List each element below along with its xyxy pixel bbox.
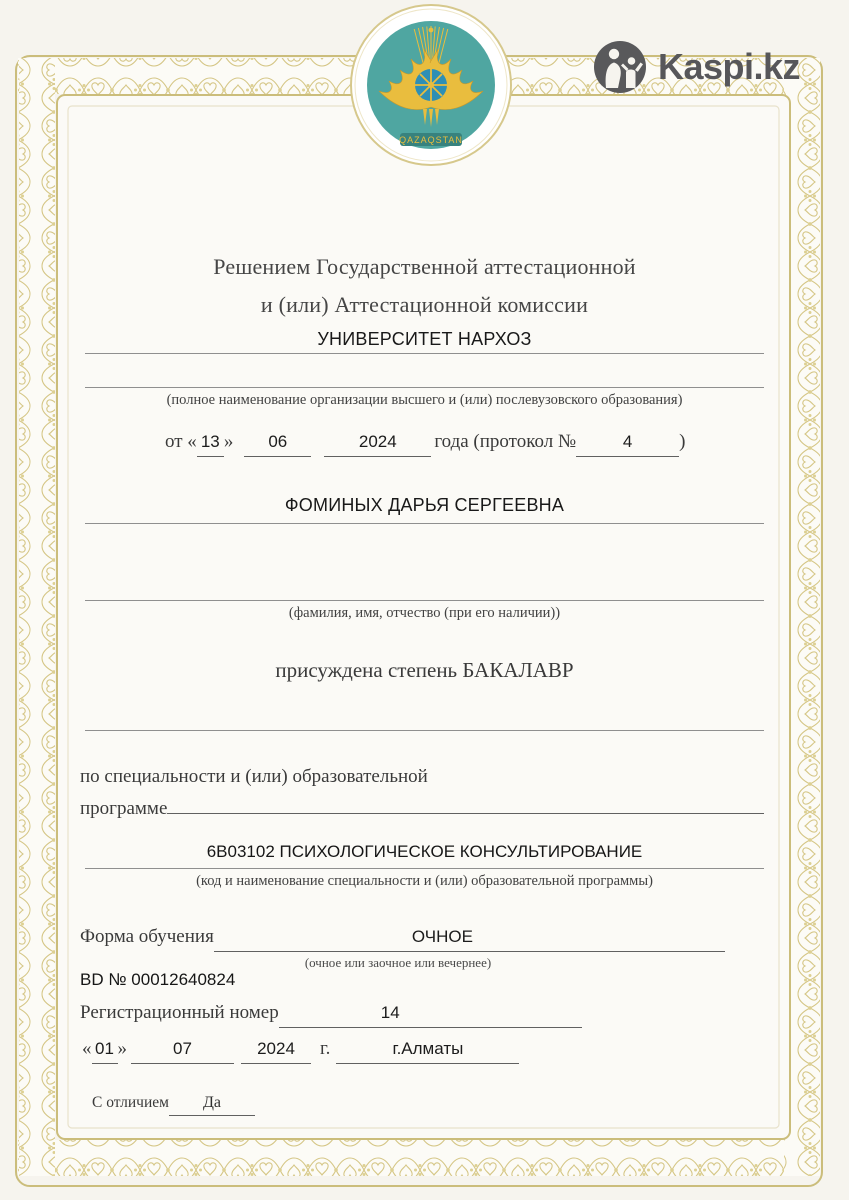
protocol-day-close: »: [223, 431, 234, 452]
specialty-value: 6B03102 ПСИХОЛОГИЧЕСКОЕ КОНСУЛЬТИРОВАНИЕ: [206, 842, 643, 861]
study-form-caption: (очное или заочное или вечернее): [304, 955, 492, 970]
honors-row: [92, 1094, 255, 1116]
issue-year-field: 2024: [241, 1038, 311, 1064]
issue-city-prefix: г.: [320, 1038, 331, 1059]
protocol-month-field: 06: [244, 431, 311, 457]
kaspi-figures-icon: [594, 41, 646, 93]
rule-under-university: [85, 353, 764, 354]
specialty-label-line2: программе: [80, 798, 168, 819]
issue-city-field: г.Алматы: [336, 1038, 519, 1064]
protocol-prefix: от «: [165, 431, 197, 452]
university-name: УНИВЕРСИТЕТ НАРХОЗ: [317, 329, 532, 349]
rule-university-second: [85, 387, 764, 388]
kaspi-logo: [594, 41, 800, 93]
registration-label: Регистрационный номер: [80, 1002, 279, 1023]
name-caption: (фамилия, имя, отчество (при его наличии)): [288, 605, 561, 621]
study-form-row: [80, 926, 725, 952]
protocol-number-field: 4: [576, 431, 679, 457]
study-form-field: ОЧНОЕ: [214, 926, 725, 952]
specialty-label-row: [80, 798, 764, 820]
university-caption: (полное наименование организации высшего и (или) послевузовского образования): [166, 392, 683, 408]
issue-open: «: [82, 1038, 92, 1059]
study-form-label: Форма обучения: [80, 926, 214, 947]
protocol-day-field: 13: [197, 431, 224, 457]
rule-name-second: [85, 600, 764, 601]
issue-month-field: 07: [131, 1038, 234, 1064]
honors-label: С отличием: [92, 1094, 169, 1111]
diploma-number: BD № 00012640824: [80, 970, 236, 989]
registration-row: [80, 1002, 582, 1028]
protocol-year-field: 2024: [324, 431, 431, 457]
honors-field: Да: [169, 1094, 255, 1116]
specialty-caption: (код и наименование специальности и (или) образовательной программы): [196, 873, 653, 889]
issue-date-row: [82, 1038, 519, 1064]
rule-under-name: [85, 523, 764, 524]
kazakhstan-emblem-icon: [349, 3, 513, 167]
specialty-blank-field: [167, 810, 764, 814]
protocol-middle: года (протокол №: [434, 431, 577, 452]
issue-day-field: 01: [92, 1038, 118, 1064]
kaspi-brand-text: Kaspi.kz: [658, 46, 801, 87]
protocol-date-row: [165, 431, 685, 457]
protocol-close: ): [679, 431, 686, 452]
issue-close: »: [117, 1038, 127, 1059]
student-name: ФОМИНЫХ ДАРЬЯ СЕРГЕЕВНА: [284, 495, 565, 515]
rule-under-specialty: [85, 868, 764, 869]
rule-under-degree: [85, 730, 764, 731]
registration-number-field: 14: [279, 1002, 582, 1028]
heading-line1: Решением Государственной аттестационной: [213, 254, 636, 279]
emblem-country-label: QAZAQSTAN: [399, 135, 463, 145]
specialty-label-line1: по специальности и (или) образовательной: [80, 766, 428, 787]
heading-line2: и (или) Аттестационной комиссии: [260, 292, 589, 317]
degree-line: присуждена степень БАКАЛАВР: [275, 658, 574, 682]
